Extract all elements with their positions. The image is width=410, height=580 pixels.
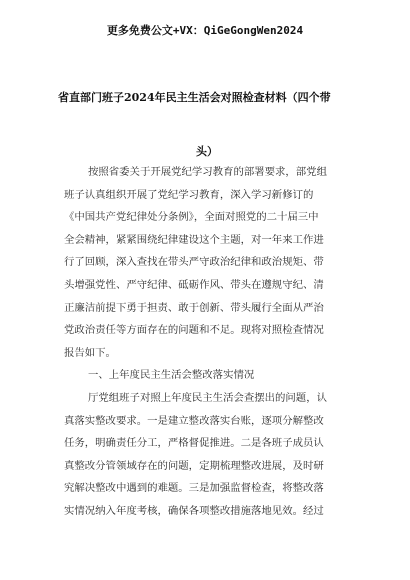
paragraph-line: 头增强党性、严守纪律、砥砺作风、带头在遵规守纪、清	[64, 278, 324, 291]
paragraph-line: 究解决整改中遇到的难题。三是加强监督检查，将整改落	[64, 482, 324, 495]
paragraph-line: 按照省委关于开展党纪学习教育的部署要求，部党组	[88, 166, 327, 178]
paragraph-line: 党政治责任等方面存在的问题和不足。现将对照检查情况	[64, 324, 324, 337]
paragraph-line: 厅党组班子对照上年度民主生活会查摆出的问题，认	[88, 391, 327, 404]
title-line-1: 省直部门班子2024年民主生活会对照检查材料（四个带	[58, 91, 331, 104]
paragraph-line: 行了回顾，深入查找在带头严守政治纪律和政治规矩、带	[64, 256, 324, 269]
paragraph-line: 班子认真组织开展了党纪学习教育，深入学习新修订的	[64, 188, 314, 201]
title-line-2: 头）	[196, 145, 218, 158]
section-heading: 一、上年度民主生活会整改落实情况	[88, 369, 255, 382]
paragraph-line: 全会精神，紧紧围绕纪律建设这个主题，对一年来工作进	[64, 233, 324, 246]
paragraph-line: 报告如下。	[64, 346, 116, 359]
paragraph-line: 实情况纳入年度考核，确保各项整改措施落地见效。经过	[64, 504, 324, 517]
paragraph-line: 正廉洁前提下勇于担责、敢于创新、带头履行全面从严治	[64, 301, 324, 314]
document-body	[64, 161, 354, 523]
paragraph-line: 真整改分管领域存在的问题，定期梳理整改进展，及时研	[64, 459, 324, 472]
paragraph-line: 《中国共产党纪律处分条例》，全面对照党的二十届三中	[64, 211, 319, 224]
paragraph-line: 任务，明确责任分工，严格督促推进。二是各班子成员认	[64, 437, 324, 450]
paragraph-line: 真落实整改要求。一是建立整改落实台账，逐项分解整改	[64, 414, 324, 427]
header-banner: 更多免费公文+VX：QiGeGongWen2024	[106, 24, 304, 37]
